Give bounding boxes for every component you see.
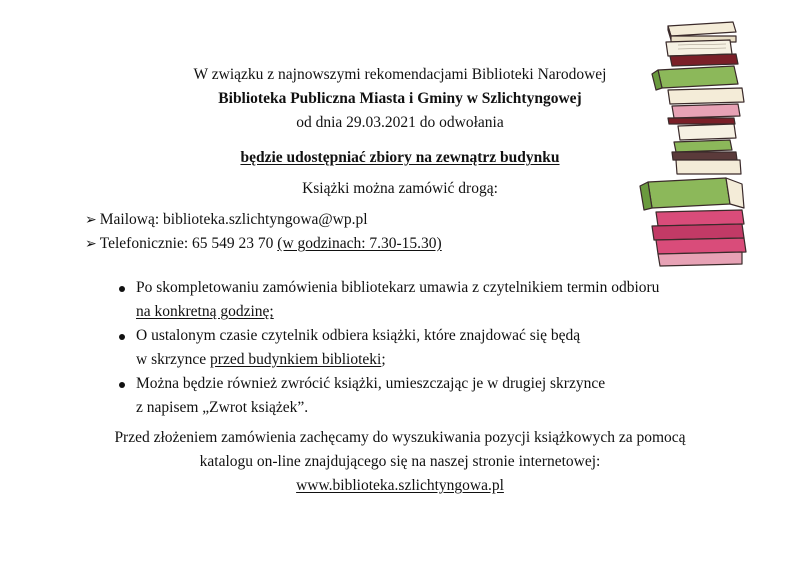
footer-line-1: Przed złożeniem zamówienia zachęcamy do wyszukiwania pozycji książkowych za pomocą — [114, 429, 686, 446]
bullet-dot-icon — [119, 334, 125, 340]
bullet-2-prefix: w skrzynce — [136, 351, 211, 368]
bullet-1-line-2: na konkretną godzinę; — [136, 303, 274, 320]
library-website-link[interactable]: www.biblioteka.szlichtyngowa.pl — [296, 477, 504, 494]
order-intro: Książki można zamówić drogą: — [302, 180, 498, 197]
book-stack-icon — [638, 18, 750, 270]
phone-contact — [85, 236, 442, 252]
phone-hours: (w godzinach: 7.30-15.30) — [277, 235, 442, 252]
bullet-2-line-2 — [136, 352, 386, 368]
library-name: Biblioteka Publiczna Miasta i Gminy w Szlichtyngowej — [218, 90, 582, 107]
date-range: od dnia 29.03.2021 do odwołania — [296, 114, 504, 131]
email-address[interactable]: biblioteka.szlichtyngowa@wp.pl — [163, 211, 368, 228]
bullet-2-suffix: ; — [381, 351, 386, 368]
footer-line-2: katalogu on-line znajdującego się na naszej stronie internetowej: — [199, 453, 601, 470]
bullet-2-line-1: O ustalonym czasie czytelnik odbiera książki, które znajdować się będą — [136, 327, 581, 344]
bullet-dot-icon — [119, 382, 125, 388]
bullet-2-location: przed budynkiem biblioteki — [210, 351, 382, 368]
bullet-1-line-1: Po skompletowaniu zamówienia bibliotekarz umawia z czytelnikiem termin odbioru — [136, 279, 660, 296]
phone-label: Telefonicznie: 65 549 23 70 — [99, 235, 278, 252]
email-contact — [85, 212, 368, 228]
arrow-bullet-icon: ➢ — [85, 213, 97, 228]
header-line-1: W związku z najnowszymi rekomendacjami Biblioteki Narodowej — [193, 66, 607, 83]
bullet-dot-icon — [119, 286, 125, 292]
email-label: Mailową: — [99, 211, 164, 228]
bullet-3-line-2: z napisem „Zwrot książek”. — [136, 399, 309, 416]
arrow-bullet-icon: ➢ — [85, 237, 97, 252]
announcement-heading: będzie udostępniać zbiory na zewnątrz budynku — [240, 149, 560, 166]
bullet-3-line-1: Można będzie również zwrócić książki, umieszczając je w drugiej skrzynce — [136, 375, 606, 392]
